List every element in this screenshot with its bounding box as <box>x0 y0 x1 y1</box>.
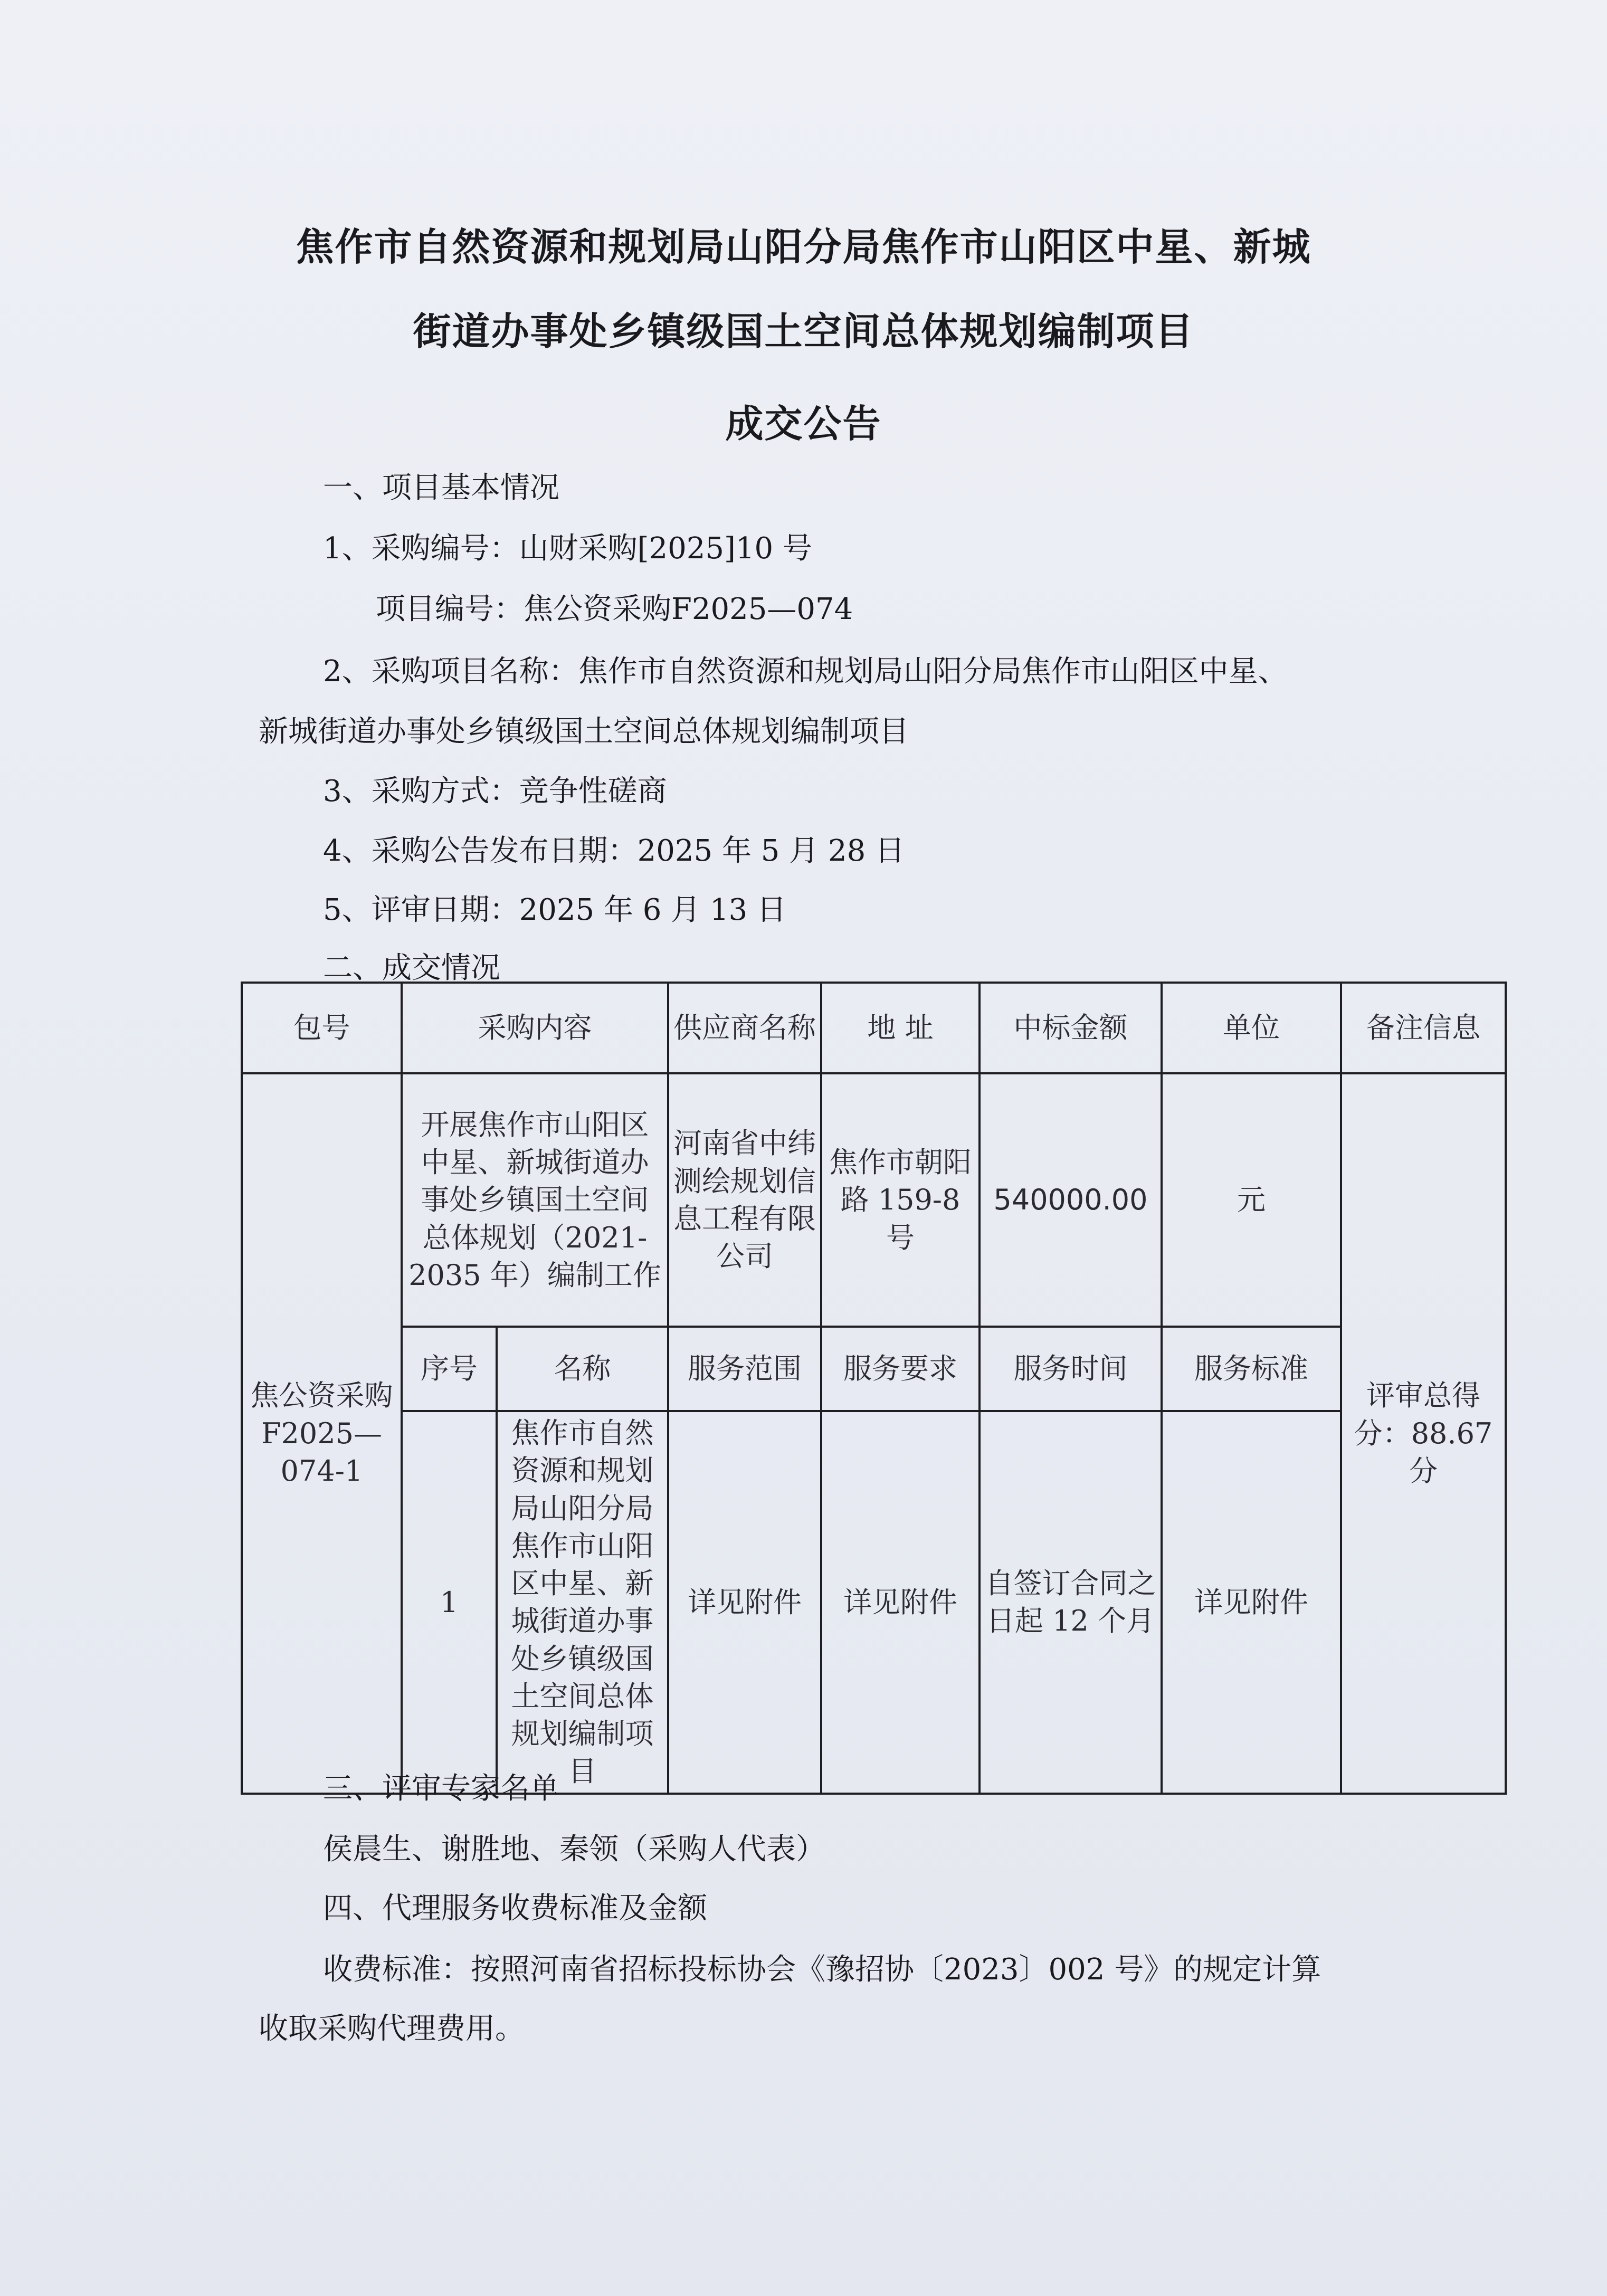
cell-unit: 元 <box>1162 1073 1341 1327</box>
expert-list: 侯晨生、谢胜地、秦领（采购人代表） <box>323 1832 825 1866</box>
table-sub-row <box>242 1411 1506 1794</box>
section-3-heading: 三、评审专家名单 <box>323 1771 559 1806</box>
sub-header-scope: 服务范围 <box>668 1327 821 1411</box>
project-name-line-1: 2、采购项目名称：焦作市自然资源和规划局山阳分局焦作市山阳区中星、 <box>323 654 1288 689</box>
review-date: 5、评审日期：2025 年 6 月 13 日 <box>323 893 787 927</box>
header-address: 地 址 <box>821 983 980 1073</box>
sub-header-seq: 序号 <box>402 1327 497 1411</box>
title-line-1: 焦作市自然资源和规划局山阳分局焦作市山阳区中星、新城 <box>296 225 1311 269</box>
cell-amount: 540000.00 <box>980 1073 1162 1327</box>
project-number: 项目编号：焦公资采购F2025—074 <box>376 592 853 626</box>
sub-header-time: 服务时间 <box>980 1327 1162 1411</box>
header-remark: 备注信息 <box>1341 983 1506 1073</box>
sub-cell-time: 自签订合同之日起 12 个月 <box>980 1411 1162 1794</box>
cell-remark: 评审总得分：88.67 分 <box>1341 1073 1506 1794</box>
header-package: 包号 <box>242 983 402 1073</box>
header-content: 采购内容 <box>402 983 668 1073</box>
sub-header-name: 名称 <box>497 1327 668 1411</box>
sub-cell-scope: 详见附件 <box>668 1411 821 1794</box>
section-4-heading: 四、代理服务收费标准及金额 <box>323 1891 707 1926</box>
sub-header-requirement: 服务要求 <box>821 1327 980 1411</box>
section-2-heading: 二、成交情况 <box>323 951 500 985</box>
title-line-2: 街道办事处乡镇级国土空间总体规划编制项目 <box>413 309 1194 354</box>
sub-cell-seq: 1 <box>402 1411 497 1794</box>
header-amount: 中标金额 <box>980 983 1162 1073</box>
table-sub-header-row <box>242 1327 1506 1411</box>
cell-supplier: 河南省中纬测绘规划信息工程有限公司 <box>668 1073 821 1327</box>
purchase-number: 1、采购编号：山财采购[2025]10 号 <box>323 531 812 566</box>
sub-cell-standard: 详见附件 <box>1162 1411 1341 1794</box>
title-line-3: 成交公告 <box>725 402 882 446</box>
purchase-method: 3、采购方式：竞争性磋商 <box>323 774 667 808</box>
header-supplier: 供应商名称 <box>668 983 821 1073</box>
sub-header-standard: 服务标准 <box>1162 1327 1341 1411</box>
table-row <box>242 1073 1506 1327</box>
cell-content: 开展焦作市山阳区中星、新城街道办事处乡镇国土空间总体规划（2021-2035 年）编制工作 <box>402 1073 668 1327</box>
sub-cell-name: 焦作市自然资源和规划局山阳分局焦作市山阳区中星、新城街道办事处乡镇级国土空间总体规划编制项目 <box>497 1411 668 1794</box>
award-table <box>241 982 1507 1795</box>
fee-standard-line-1: 收费标准：按照河南省招标投标协会《豫招协〔2023〕002 号》的规定计算 <box>323 1952 1321 1987</box>
table-header-row <box>242 983 1506 1073</box>
sub-cell-requirement: 详见附件 <box>821 1411 980 1794</box>
header-unit: 单位 <box>1162 983 1341 1073</box>
fee-standard-line-2: 收取采购代理费用。 <box>259 2012 525 2046</box>
section-1-heading: 一、项目基本情况 <box>323 471 559 505</box>
cell-package: 焦公资采购F2025—074-1 <box>242 1073 402 1794</box>
announcement-date: 4、采购公告发布日期：2025 年 5 月 28 日 <box>323 834 905 868</box>
project-name-line-2: 新城街道办事处乡镇级国土空间总体规划编制项目 <box>259 714 909 749</box>
cell-address: 焦作市朝阳路 159-8 号 <box>821 1073 980 1327</box>
